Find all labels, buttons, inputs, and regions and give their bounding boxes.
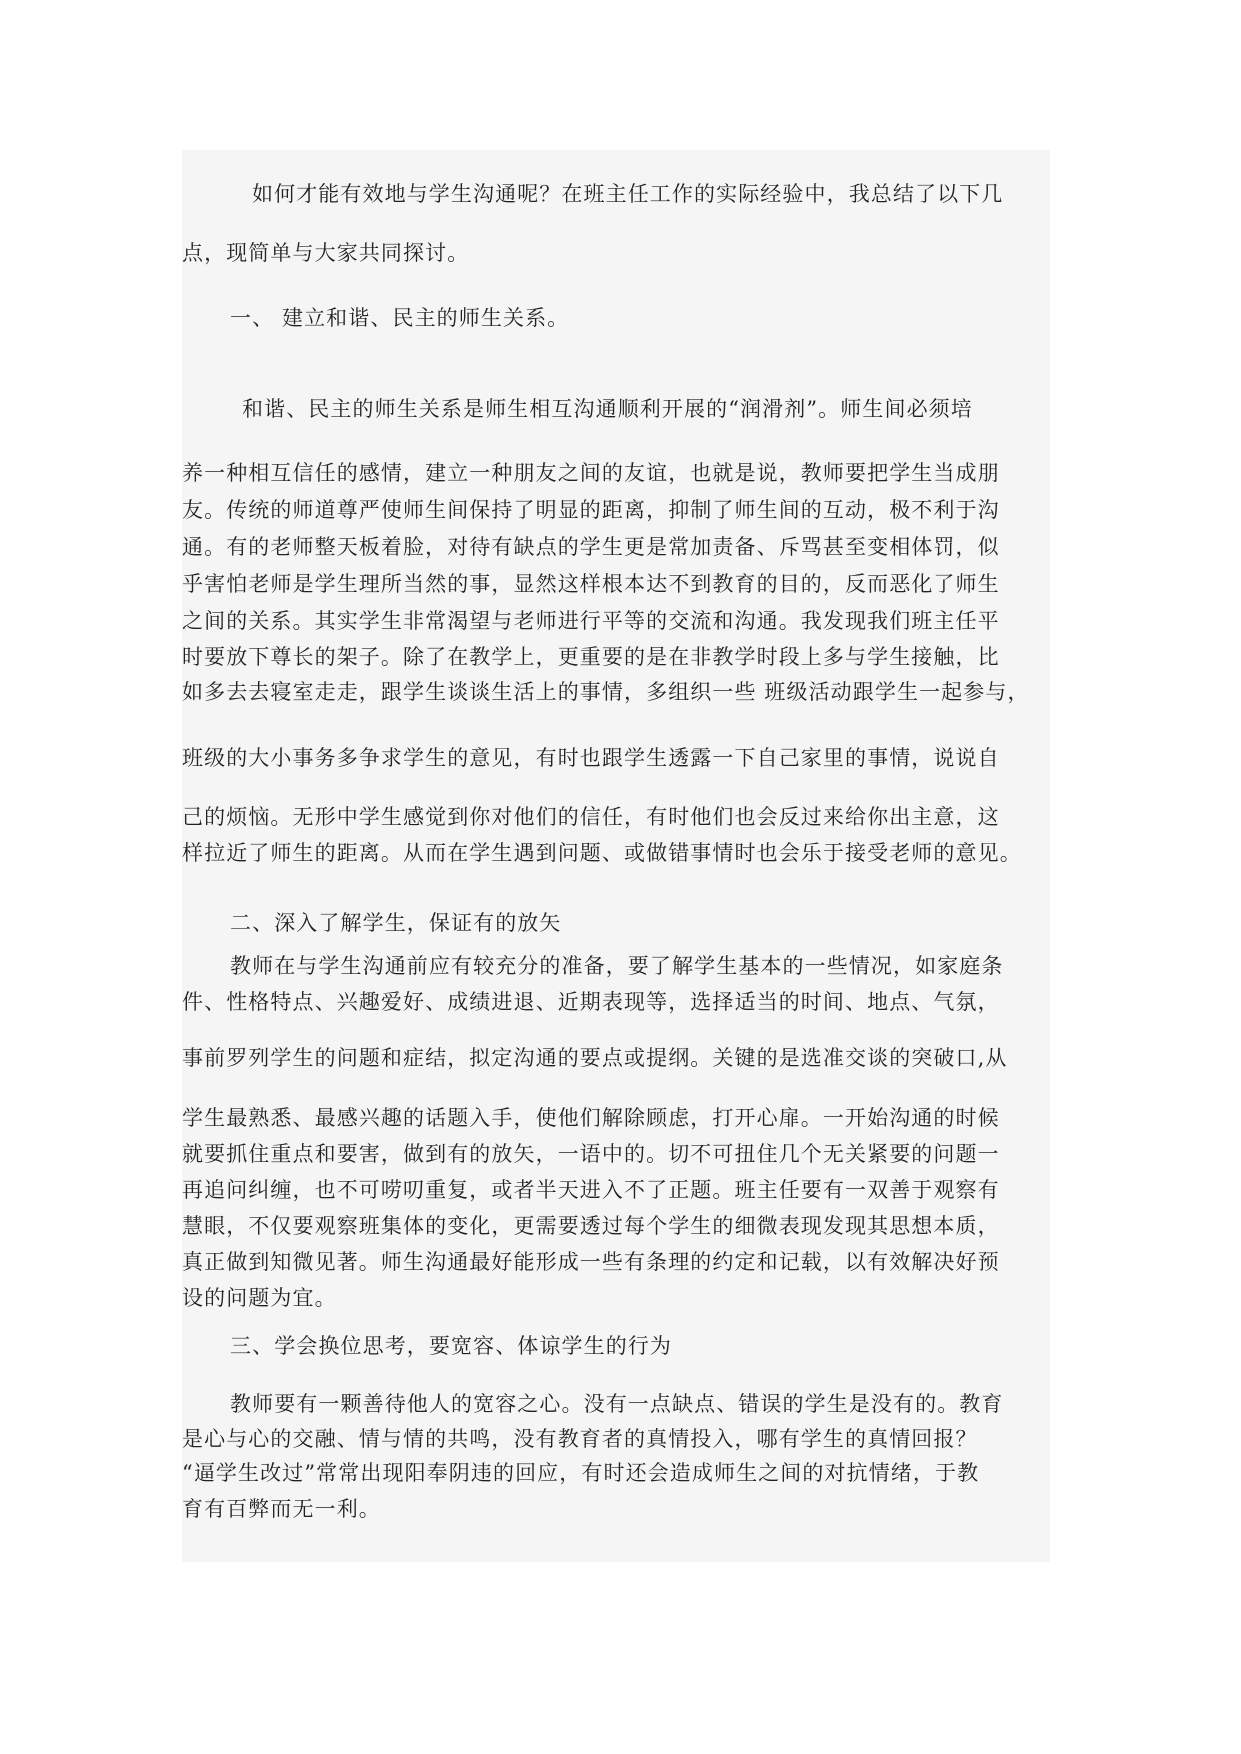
article-body [182, 150, 1050, 1562]
intro-line: 如何才能有效地与学生沟通呢？在班主任工作的实际经验中，我总结了以下几 [252, 182, 1004, 206]
paragraph-line: 通。有的老师整天板着脸，对待有缺点的学生更是常加责备、斥骂甚至变相体罚，似 [182, 535, 1000, 559]
paragraph-line: 育有百弊而无一利。 [182, 1497, 381, 1521]
section-1-heading: 一、 建立和谐、民主的师生关系。 [230, 306, 570, 330]
paragraph-line: 就要抓住重点和要害，做到有的放矢，一语中的。切不可扭住几个无关紧要的问题一 [182, 1142, 1000, 1166]
intro-line: 点，现简单与大家共同探讨。 [182, 241, 470, 265]
paragraph-line: 件、性格特点、兴趣爱好、成绩进退、近期表现等，选择适当的时间、地点、气氛， [182, 990, 1000, 1014]
paragraph-line: 乎害怕老师是学生理所当然的事，显然这样根本达不到教育的目的，反而恶化了师生 [182, 572, 1000, 596]
paragraph-line: 教师在与学生沟通前应有较充分的准备，要了解学生基本的一些情况，如家庭条 [230, 954, 1004, 978]
paragraph-line: 样拉近了师生的距离。从而在学生遇到问题、或做错事情时也会乐于接受老师的意见。 [182, 841, 1022, 865]
paragraph-line: 如多去去寝室走走，跟学生谈谈生活上的事情，多组织一些 班级活动跟学生一起参与， [182, 680, 1030, 704]
paragraph-line: 之间的关系。其实学生非常渴望与老师进行平等的交流和沟通。我发现我们班主任平 [182, 609, 1000, 633]
paragraph-line: 班级的大小事务多争求学生的意见，有时也跟学生透露一下自己家里的事情，说说自 [182, 746, 1000, 770]
paragraph-line: 设的问题为宜。 [182, 1286, 337, 1310]
paragraph-line: 和谐、民主的师生关系是师生相互沟通顺利开展的“润滑剂”。师生间必须培 [242, 397, 973, 421]
paragraph-line: 养一种相互信任的感情，建立一种朋友之间的友谊，也就是说，教师要把学生当成朋 [182, 461, 1000, 485]
paragraph-line: 时要放下尊长的架子。除了在教学上，更重要的是在非教学时段上多与学生接触，比 [182, 645, 1000, 669]
paragraph-line: 真正做到知微见著。师生沟通最好能形成一些有条理的约定和记载，以有效解决好预 [182, 1250, 1000, 1274]
paragraph-line: “逼学生改过”常常出现阳奉阴违的回应，有时还会造成师生之间的对抗情绪，于教 [182, 1461, 980, 1485]
paragraph-line: 教师要有一颗善待他人的宽容之心。没有一点缺点、错误的学生是没有的。教育 [230, 1392, 1004, 1416]
paragraph-line: 事前罗列学生的问题和症结，拟定沟通的要点或提纲。关键的是选准交谈的突破口,从 [182, 1046, 1008, 1070]
paragraph-line: 是心与心的交融、情与情的共鸣，没有教育者的真情投入，哪有学生的真情回报？ [182, 1427, 978, 1451]
paragraph-line: 再追问纠缠，也不可唠叨重复，或者半天进入不了正题。班主任要有一双善于观察有 [182, 1178, 1000, 1202]
section-2-heading: 二、深入了解学生，保证有的放矢 [230, 911, 562, 935]
paragraph-line: 慧眼，不仅要观察班集体的变化，更需要透过每个学生的细微表现发现其思想本质， [182, 1214, 1000, 1238]
paragraph-line: 友。传统的师道尊严使师生间保持了明显的距离，抑制了师生间的互动，极不利于沟 [182, 498, 1000, 522]
section-3-heading: 三、学会换位思考，要宽容、体谅学生的行为 [230, 1334, 672, 1358]
paragraph-line: 学生最熟悉、最感兴趣的话题入手，使他们解除顾虑，打开心扉。一开始沟通的时候 [182, 1106, 1000, 1130]
paragraph-line: 己的烦恼。无形中学生感觉到你对他们的信任，有时他们也会反过来给你出主意，这 [182, 805, 1000, 829]
